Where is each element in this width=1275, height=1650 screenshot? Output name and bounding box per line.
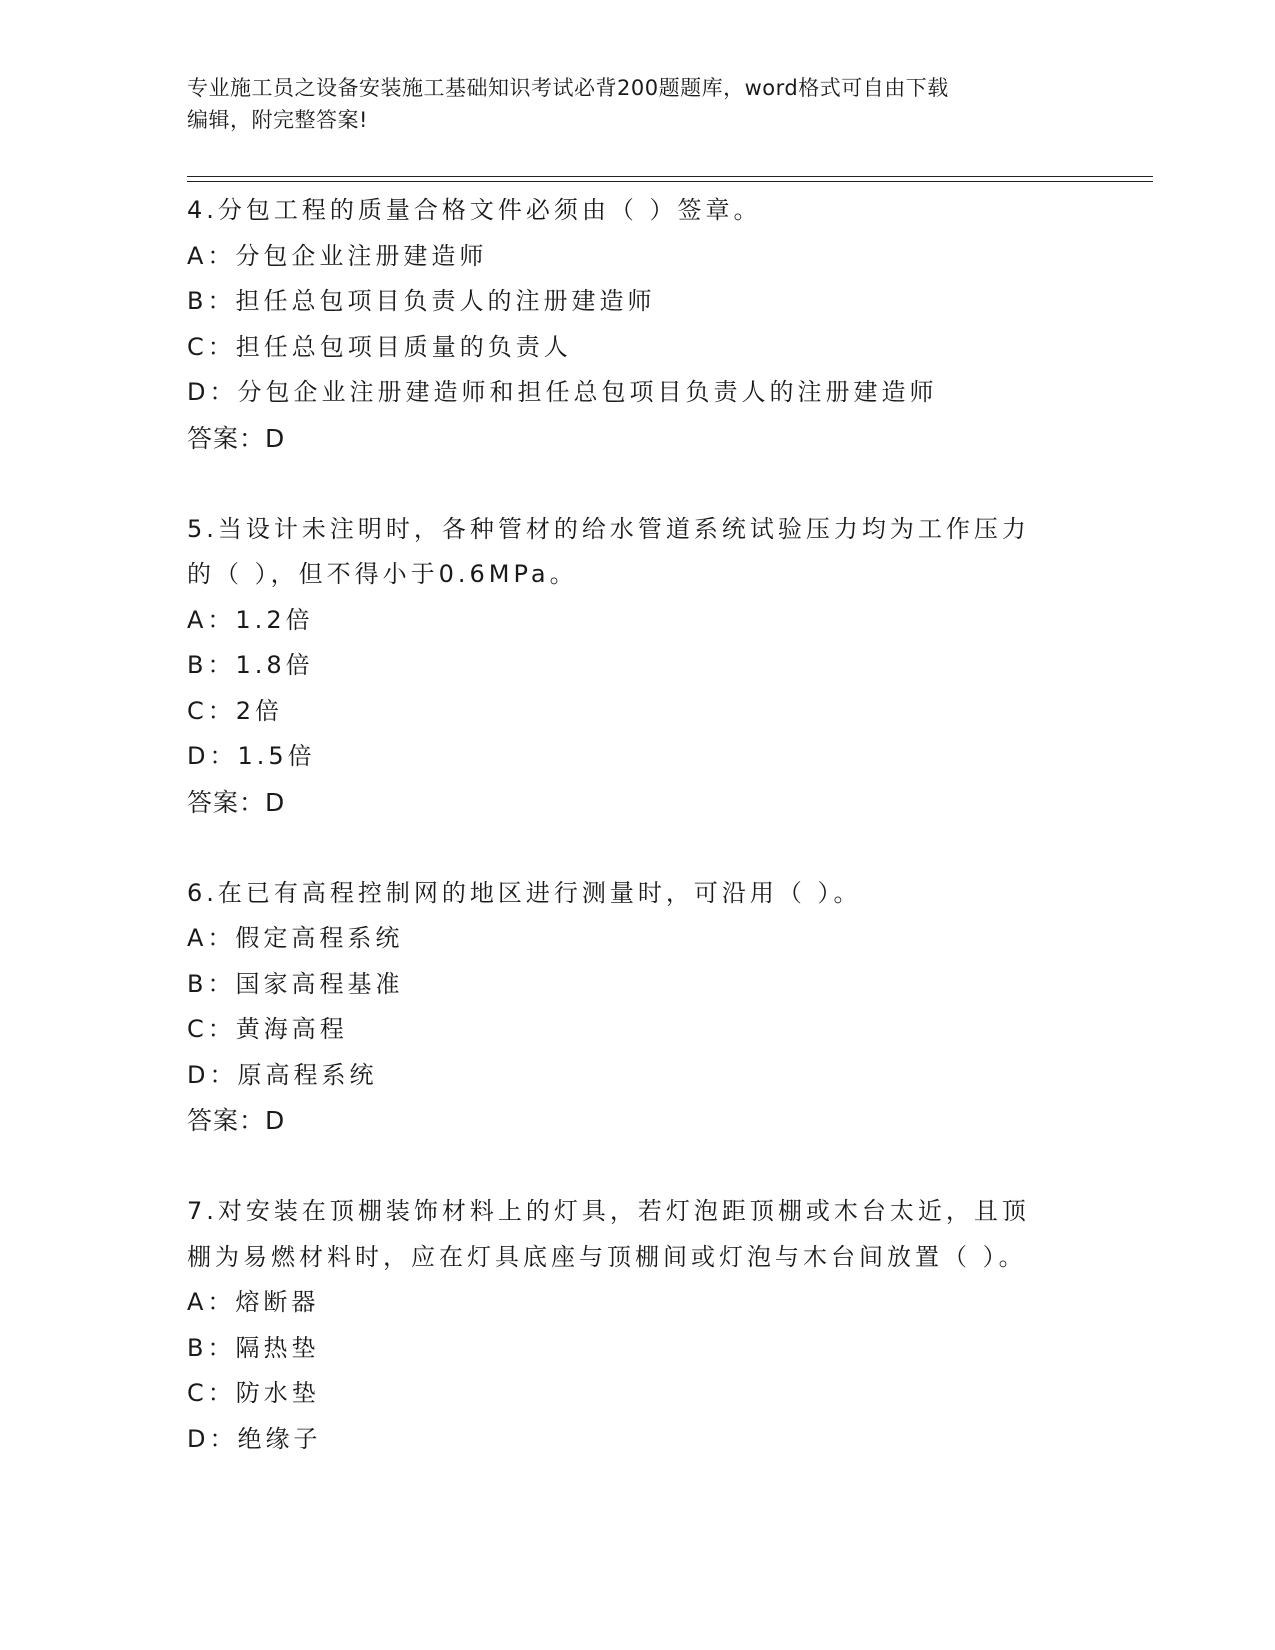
- header-divider-bottom: [187, 181, 1153, 182]
- question-stem: 6.在已有高程控制网的地区进行测量时，可沿用（ ）。: [187, 878, 862, 907]
- option-c: C：防水垫: [187, 1379, 320, 1407]
- option-b: B：1.8倍: [187, 651, 314, 679]
- question-stem: 4.分包工程的质量合格文件必须由（ ）签章。: [187, 196, 762, 224]
- option-d: D：分包企业注册建造师和担任总包项目负责人的注册建造师: [187, 378, 938, 406]
- answer-line: 答案：D: [187, 423, 286, 453]
- question-block: [187, 871, 1087, 1190]
- document-header: [187, 72, 1087, 136]
- spacer: [187, 461, 1087, 507]
- question-block: [187, 507, 1087, 871]
- header-title-line-2: 编辑，附完整答案!: [187, 108, 368, 132]
- option-a: A：假定高程系统: [187, 924, 404, 952]
- option-a: A：熔断器: [187, 1288, 320, 1316]
- question-stem: 7.对安装在顶棚装饰材料上的灯具，若灯泡距顶棚或木台太近，且顶: [187, 1197, 1030, 1225]
- header-title-line-1: 专业施工员之设备安装施工基础知识考试必背200题题库，word格式可自由下载: [187, 76, 949, 100]
- option-b: B：担任总包项目负责人的注册建造师: [187, 287, 656, 315]
- answer-line: 答案：D: [187, 787, 286, 817]
- spacer: [187, 825, 1087, 871]
- option-c: C：2倍: [187, 696, 284, 725]
- question-list: [187, 188, 1087, 1462]
- option-a: A：分包企业注册建造师: [187, 241, 488, 270]
- option-d: D：1.5倍: [187, 742, 316, 770]
- answer-line: 答案：D: [187, 1106, 286, 1135]
- question-block: [187, 188, 1087, 507]
- option-d: D：原高程系统: [187, 1060, 378, 1089]
- option-b: B：国家高程基准: [187, 969, 404, 998]
- option-c: C：黄海高程: [187, 1015, 348, 1043]
- option-b: B：隔热垫: [187, 1333, 320, 1362]
- question-stem-continued: 棚为易燃材料时，应在灯具底座与顶棚间或灯泡与木台间放置（ ）。: [187, 1242, 1027, 1271]
- question-stem: 5.当设计未注明时，各种管材的给水管道系统试验压力均为工作压力: [187, 514, 1030, 543]
- spacer: [187, 1144, 1087, 1190]
- question-block: [187, 1189, 1087, 1462]
- option-c: C：担任总包项目质量的负责人: [187, 332, 572, 361]
- header-divider-top: [187, 176, 1153, 177]
- option-a: A：1.2倍: [187, 605, 314, 634]
- question-stem-continued: 的（ ），但不得小于0.6MPa。: [187, 560, 578, 588]
- option-d: D：绝缘子: [187, 1424, 322, 1453]
